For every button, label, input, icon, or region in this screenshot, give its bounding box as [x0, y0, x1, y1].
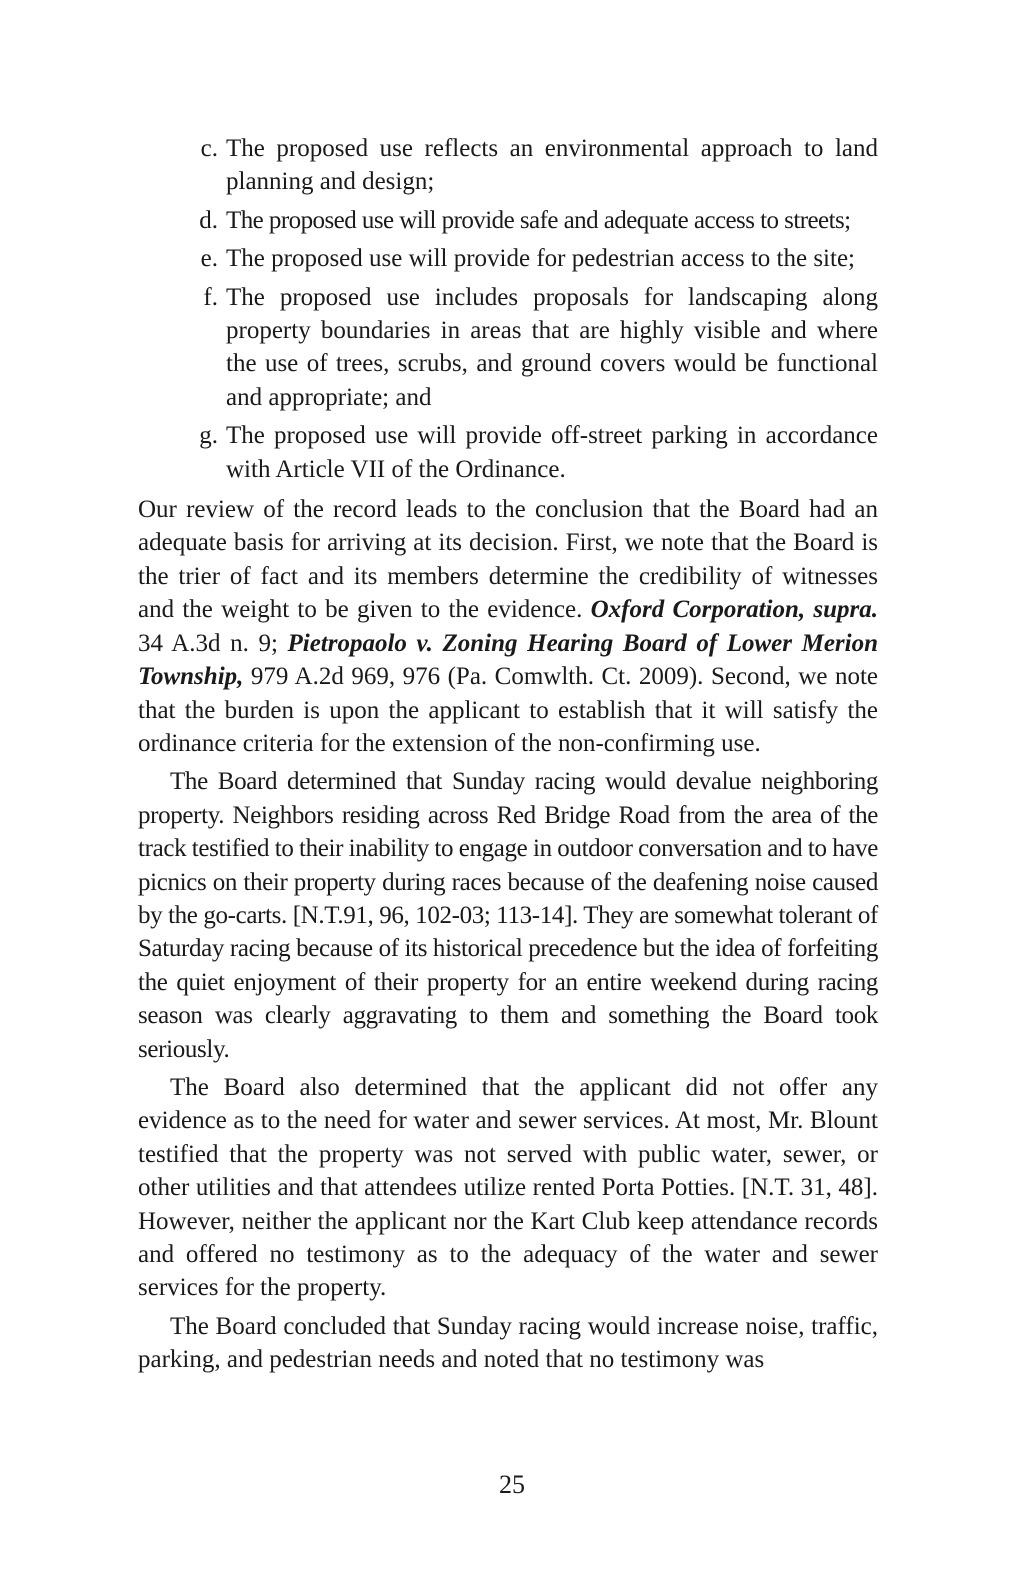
page-number: 25: [499, 1470, 525, 1499]
list-item-text: The proposed use will provide safe and adequate access to streets;: [226, 206, 851, 234]
list-marker: f.: [203, 283, 218, 311]
paragraph-text: 979 A.2d 969, 976 (Pa. Comwlth. Ct. 2009). Second, we note that the burden is upon the applicant to establish that it will satisfy the ordinance criteria for the extension of the non-confirming use.: [138, 663, 878, 757]
paragraph-text: Our review of the record leads to the conclusion that the Board had an adequate basis for arriving at its decision. First, we note that the Board is the trier of fact and its members determine the credibility of witnesses and the weight to be given to the evidence.: [138, 496, 878, 624]
list-item-text: The proposed use reflects an environmental approach to land planning and design;: [226, 135, 878, 196]
paragraph-text: 34 A.3d n. 9;: [138, 629, 288, 657]
page-body: [138, 132, 878, 1382]
paragraph-water-sewer: The Board also determined that the applicant did not offer any evidence as to the need for water and sewer services. At most, Mr. Blount testified that the property was not served with public water, sewer, or other utilities and that attendees utilize rented Porta Potties. [N.T. 31, 48]. However, neither the applicant nor the Kart Club keep attendance records and offered no testimony as to the adequacy of the water and sewer services for the property.: [138, 1073, 878, 1302]
list-marker: g.: [199, 422, 218, 450]
list-item-text: The proposed use includes proposals for landscaping along property boundaries in areas that are highly visible and where the use of trees, scrubs, and ground covers would be functional and appropriate; and: [226, 283, 878, 411]
list-marker: e.: [200, 245, 218, 273]
list-item: [138, 242, 878, 275]
paragraph-sunday-racing-devalue: The Board determined that Sunday racing would devalue neighboring property. Neighbors residing across Red Bridge Road from the area of the track testified to their inability to engage in outdoor conversation and to have picnics on their property during races because of the deafening noise caused by the go-carts. [N.T.91, 96, 102-03; 113-14]. They are somewhat tolerant of Saturday racing because of its historical precedence but the idea of forfeiting the quiet enjoyment of their property for an entire weekend during racing season was clearly aggravating to them and something the Board took seriously.: [138, 768, 878, 1063]
list-marker: d.: [199, 206, 218, 234]
case-citation-pietropaolo: Pietropaolo v. Zoning Hearing Board of Lower Merion Township,: [138, 629, 879, 691]
case-citation-oxford: Oxford Corporation, supra.: [590, 596, 878, 624]
criteria-list: [138, 132, 878, 486]
list-marker: c.: [200, 135, 218, 162]
list-item-text: The proposed use will provide for pedestrian access to the site;: [226, 245, 855, 273]
paragraph-review-of-record: [138, 493, 878, 760]
list-item: [138, 419, 878, 486]
list-item: [138, 281, 878, 415]
list-item: [138, 204, 878, 237]
list-item-text: The proposed use will provide off-street parking in accordance with Article VII of the Ordinance.: [226, 422, 878, 483]
list-item: [138, 132, 878, 199]
paragraph-sunday-racing-conclusion: The Board concluded that Sunday racing would increase noise, traffic, parking, and pedestrian needs and noted that no testimony was: [138, 1312, 878, 1374]
